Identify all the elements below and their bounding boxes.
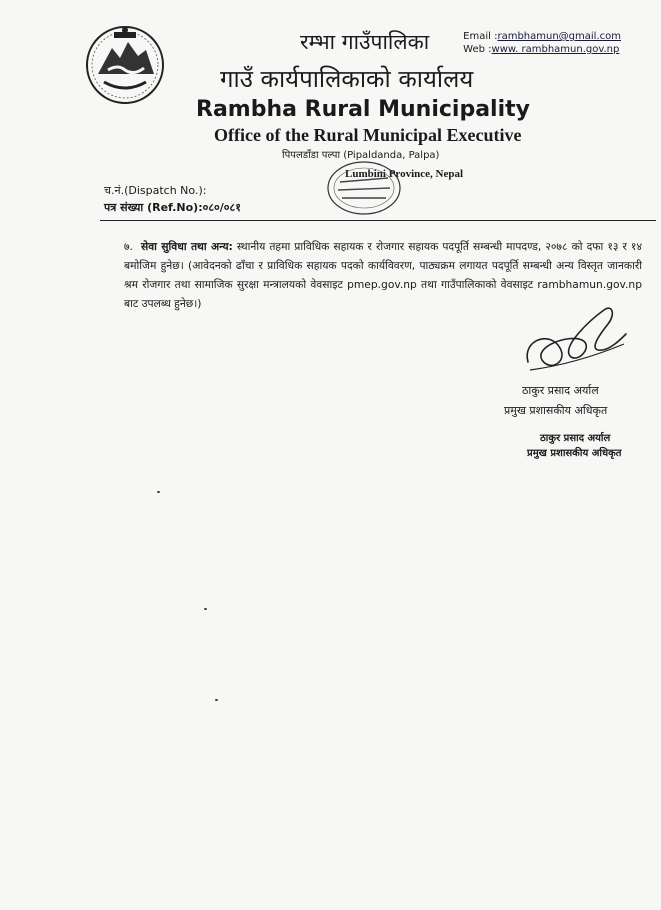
reference-number: [104, 199, 241, 216]
ref-label: पत्र संख्या (Ref.No):: [104, 201, 203, 214]
province-line: Lumbini Province, Nepal: [345, 168, 464, 180]
website-link[interactable]: www. rambhamun.gov.np: [491, 44, 620, 55]
clause-number: ७.: [124, 240, 133, 253]
dispatch-block: [104, 182, 241, 216]
office-name-nepali: गाउँ कार्यपालिकाको कार्यालय: [220, 65, 474, 93]
seal-name: ठाकुर प्रसाद अर्याल: [540, 433, 611, 444]
seal-title: प्रमुख प्रशासकीय अधिकृत: [527, 448, 622, 459]
office-name-english: Office of the Rural Municipal Executive: [214, 125, 522, 145]
office-stamp-icon: [314, 158, 414, 220]
contact-block: [463, 30, 621, 56]
clause-heading: सेवा सुविधा तथा अन्य:: [141, 240, 233, 253]
email-row: [463, 30, 621, 43]
ref-value: ०८०/०८१: [202, 201, 241, 214]
email-label: Email :: [463, 31, 498, 42]
scan-speck: [204, 608, 207, 610]
email-link[interactable]: rambhamun@gmail.com: [497, 31, 621, 42]
signatory-title: प्रमुख प्रशासकीय अधिकृत: [504, 404, 608, 417]
nepal-coat-of-arms-icon: [84, 24, 166, 106]
handwritten-signature: [520, 300, 630, 380]
dispatch-number: च.नं.(Dispatch No.):: [104, 184, 207, 197]
web-row: [463, 43, 621, 56]
municipality-name-english: Rambha Rural Municipality: [196, 97, 530, 122]
header-divider: [100, 220, 656, 221]
signatory-name: ठाकुर प्रसाद अर्याल: [522, 384, 599, 397]
scan-speck: [215, 699, 218, 701]
municipality-name-nepali: रम्भा गाउँपालिका: [300, 30, 430, 54]
address-line: पिपलडाँडा पल्पा (Pipaldanda, Palpa): [282, 150, 440, 161]
web-label: Web :: [463, 44, 492, 55]
scan-speck: [157, 491, 160, 493]
clause-text: स्थानीय तहमा प्राविधिक सहायक र रोजगार सहायक पदपूर्ति सम्बन्धी मापदण्ड, २०७८ को दफा १३ र १४ बमोजिम हुनेछ। (आवेदनको ढाँचा र प्राविधिक सहायक पदको कार्यविवरण, पाठ्यक्रम लगायत पदपूर्ति सम्बन्धी अन्य विस्तृत जानकारी श्रम रोजगार तथा सामाजिक सुरक्षा मन्त्रालयको वेवसाइट pmep.gov.np तथा गाउँपालिकाको वेवसाइट rambhamun.gov.np बाट उपलब्ध हुनेछ।): [124, 240, 642, 310]
